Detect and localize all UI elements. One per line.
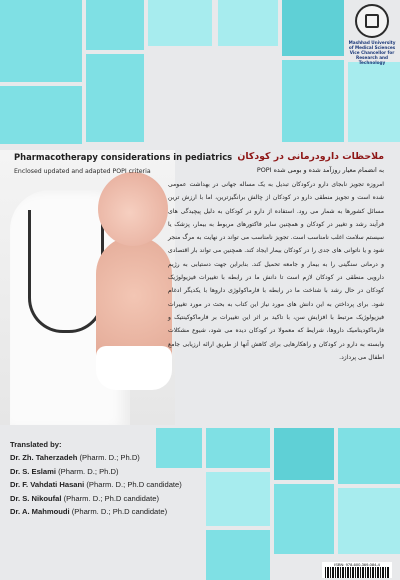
translator-name: Dr. Zh. Taherzadeh: [10, 453, 78, 462]
translator-degree: (Pharm. D.; Ph.D): [79, 453, 140, 462]
description-paragraph: امروزه تجویز نابجای دارو درکودکان تبدیل به یک مساله جهانی در بهداشت عمومی شده است و تجویز منطقی دارو در کودکان از چالش برانگیزترین، اما با ارزش ترین مسائل کشورها به شمار می رود. استفاده از دارو در کودکان به دلیل پیچیدگی های فرآیند رشد و تغییر در کودکان و همچنین سایر فاکتورهای مربوط به بیمار، پزشک یا سیستم سلامت اغلب نامناسب است. تجویز نامناسب می تواند در نهایت به مرگ منجر شود و یا ناتوانی های جدی را در کودکان بیمار ایجاد کند. همچنین می تواند بار اقتصادی و درمانی سنگینی را به بیمار و جامعه تحمیل کند. بنابراین جهت دستیابی به رژیم دارویی منطقی در کودکان لازم است تا دانش ما در رابطه با تغییرات فیزیولوژیک کودکان در حال رشد با شناخت ما در رابطه با فارماکولوژی داروها با یکدیگر ادغام شود. برای پرداختن به این دانش های مورد نیاز این کتاب به بحث در مورد تغییرات فیزیولوژیک مرتبط با افزایش سن، با تاکید بر اثر این تغییرات بر فارماکوکینتیک و فارماکودینامیک داروها، شرایط که معمولا در کودکان دیده می شود، شیوع مشکلات وابسته به دارو در کودکان و راهکارهایی برای کاهش آنها از طریق ارائه ارزیابی جامع اطفال می پردازد.: [168, 181, 384, 361]
decor-tile: [206, 428, 270, 468]
decor-tile: [148, 0, 212, 46]
translator-name: Dr. S. Eslami: [10, 466, 57, 476]
university-logo: [348, 4, 396, 65]
translator-degree: (Pharm. D.; Ph.D): [58, 466, 119, 476]
logo-text: [348, 40, 396, 65]
decor-tile: [86, 0, 144, 50]
persian-subtitle: به انضمام معیار روزآمد شده و بومی شده POPI: [256, 166, 384, 174]
logo-line: Mashhad University: [348, 40, 396, 45]
decor-tile: [282, 0, 344, 56]
credits-heading: Translated by:: [10, 440, 62, 449]
decor-tile: [338, 488, 400, 554]
translator-row: [10, 465, 182, 479]
decor-tile: [218, 0, 278, 46]
translator-name: Dr. F. Vahdati Hasani: [10, 480, 85, 490]
isbn-barcode: [322, 562, 392, 578]
decor-tile: [348, 62, 400, 142]
decor-tile: [0, 86, 82, 144]
translator-row: [10, 478, 182, 492]
decor-tile: [86, 54, 144, 142]
translator-name: Dr. A. Mahmoudi: [10, 507, 70, 517]
logo-line: Research and Technology: [355, 55, 388, 65]
barcode-icon: [325, 567, 389, 578]
decor-tile: [206, 472, 270, 526]
decor-tile: [206, 530, 270, 580]
translator-degree: (Pharm. D.; Ph.D candidate): [86, 480, 182, 490]
decor-tile: [338, 428, 400, 484]
english-subtitle: Enclosed updated and adapted POPI criteria: [14, 168, 151, 175]
decor-tile: [282, 60, 344, 142]
english-title: Pharmacotherapy considerations in pediatrics: [14, 152, 233, 162]
logo-line: Vice Chancellor for: [349, 50, 395, 55]
persian-description: [168, 178, 384, 364]
translator-credits: [10, 440, 182, 519]
logo-line: of Medical Sciences: [348, 45, 396, 50]
persian-title: ملاحظات دارودرمانی در کودکان: [237, 151, 384, 162]
translator-degree: (Pharm. D.; Ph.D candidate): [71, 507, 168, 517]
translator-row: [10, 451, 182, 465]
baby-diaper: [96, 346, 172, 390]
seal-icon: [355, 4, 389, 38]
decor-tile: [274, 428, 334, 480]
translator-row: [10, 505, 182, 519]
cover-photo: [0, 150, 175, 425]
translator-degree: (Pharm. D.; Ph.D candidate): [63, 493, 159, 503]
decor-tile: [0, 0, 82, 82]
decor-tile: [274, 484, 334, 554]
baby-head: [98, 172, 168, 246]
stethoscope-icon: [28, 210, 104, 333]
translator-row: [10, 492, 182, 506]
translator-name: Dr. S. Nikoufal: [10, 493, 62, 503]
isbn-text: ISBN: 978-600-369-084-4: [334, 562, 380, 567]
